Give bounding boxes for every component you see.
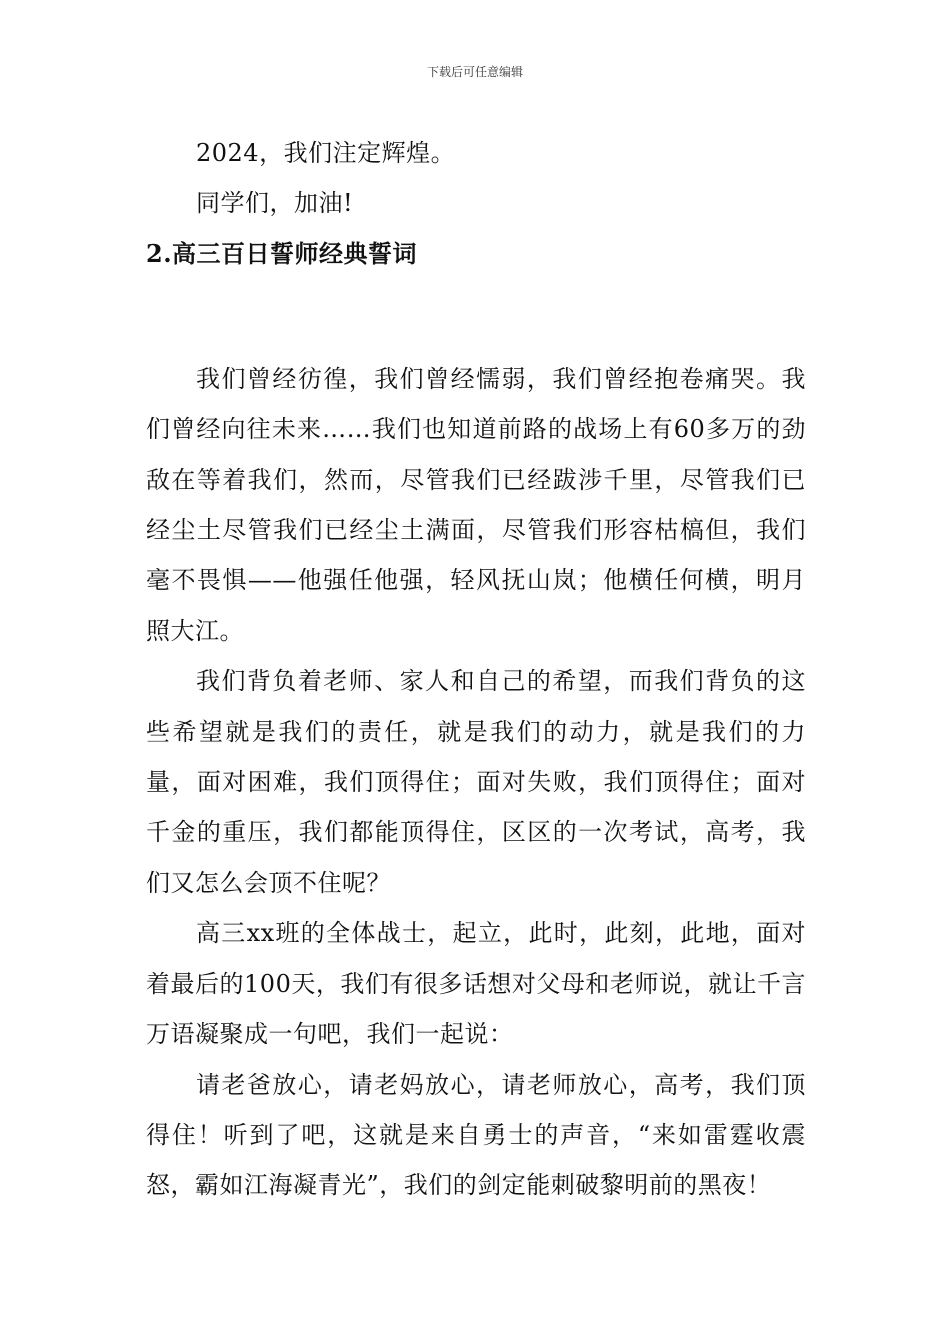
page-header: 下载后可任意编辑 [426, 65, 523, 79]
section-title: 2.高三百日誓师经典誓词 [146, 238, 418, 268]
paragraph-oath-1: 我们曾经彷徨，我们曾经懦弱，我们曾经抱卷痛哭。我们曾经向往未来……我们也知道前路的战场上有60多万的劲敌在等着我们，然而，尽管我们已经跋涉千里，尽管我们已经尘土尽管我们已经尘土满面，尽管我们形容枯槁但，我们毫不畏惧——他强任他强，轻风抚山岚；他横任何横，明月照大江。 [146, 364, 806, 645]
paragraph-oath-3: 高三xx班的全体战士，起立，此时，此刻，此地，面对着最后的100天，我们有很多话想对父母和老师说，就让千言万语凝聚成一句吧，我们一起说： [146, 919, 806, 1049]
intro-line-cheer: 同学们，加油! [196, 189, 354, 218]
section-spacer [146, 279, 806, 354]
intro-line-year: 2024，我们注定辉煌。 [196, 139, 456, 167]
paragraph-oath-4: 请老爸放心，请老妈放心，请老师放心，高考，我们顶得住！听到了吧，这就是来自勇士的声音，“来如雷霆收震怒，霸如江海凝青光”，我们的剑定能刺破黎明前的黑夜！ [146, 1070, 806, 1200]
paragraph-oath-2: 我们背负着老师、家人和自己的希望，而我们背负的这些希望就是我们的责任，就是我们的动力，就是我们的力量，面对困难，我们顶得住；面对失败，我们顶得住；面对千金的重压，我们都能顶得住，区区的一次考试，高考，我们又怎么会顶不住呢？ [146, 667, 806, 897]
document-body [146, 128, 806, 1211]
